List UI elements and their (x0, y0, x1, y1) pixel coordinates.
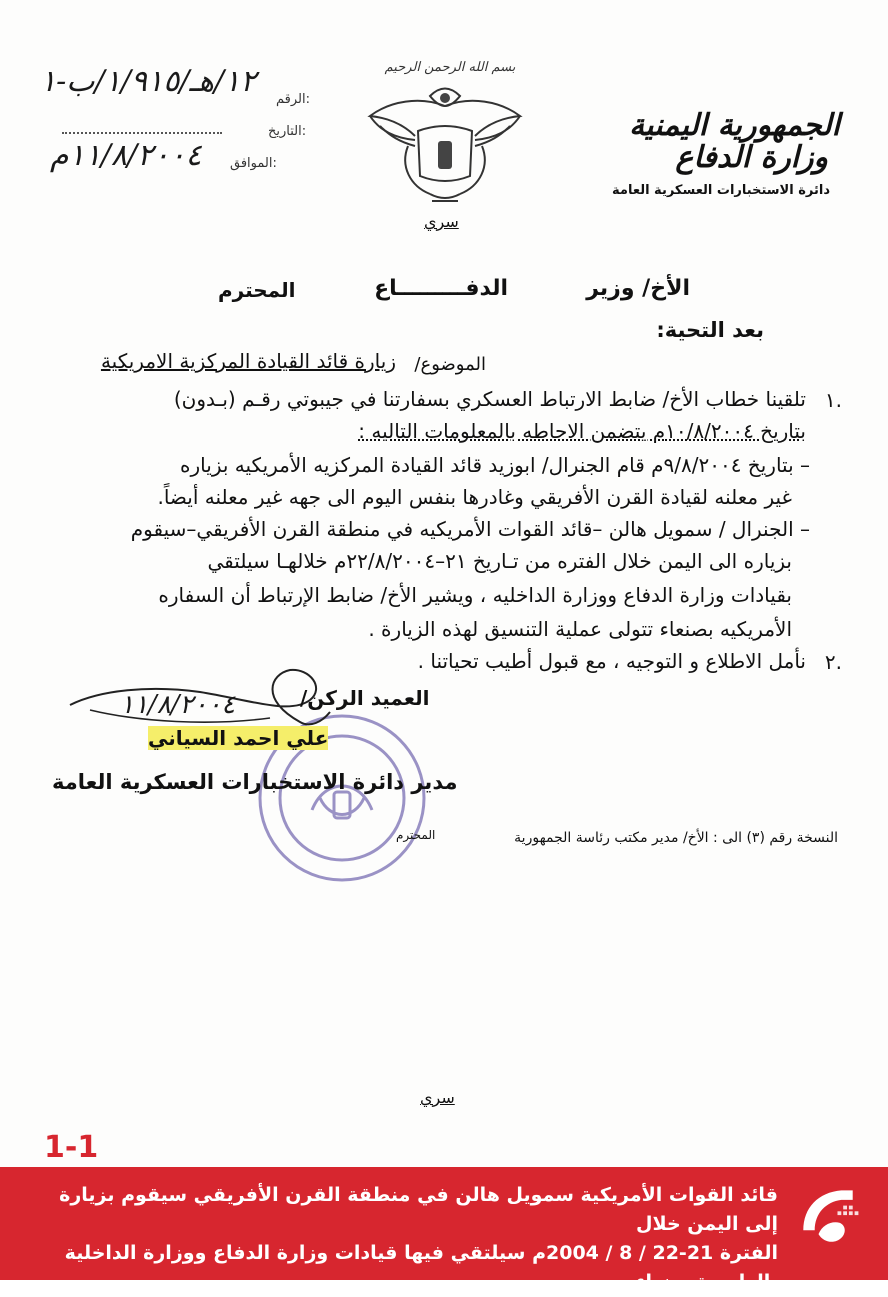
corresponding-label: الموافق: (230, 156, 277, 171)
bullet-1-line-2: غير معلنه لقيادة القرن الأفريقي وغادرها بنفس اليوم الى جهه غير معلنه أيضاً. (157, 485, 792, 509)
bullet-2-line-4: الأمريكيه بصنعاء تتولى عملية التنسيق لهذه الزيارة . (368, 617, 792, 641)
date-label: التاريخ: (268, 124, 307, 139)
copy-note: النسخة رقم (٣) الى : الأخ/ مدير مكتب رئاسة الجمهورية (514, 830, 838, 846)
subject-text: زيارة قائد القيادة المركزية الامريكية (100, 349, 396, 373)
date-dots (62, 132, 222, 134)
salutation-to: الأخ/ وزير (586, 276, 690, 301)
corresponding-value: ١١/٨/٢٠٠٤م (50, 138, 202, 173)
signature-name: علي احمد السياني (148, 726, 329, 750)
signature-position: مدير دائرة الاستخبارات العسكرية العامة (52, 770, 458, 794)
paragraph-2-number: ٢. (824, 650, 842, 674)
letterhead-republic: الجمهورية اليمنية (629, 108, 840, 143)
bullet-1-line-1: – بتاريخ ٩/٨/٢٠٠٤م قام الجنرال/ ابوزيد قائد القيادة المركزيه الأمريكيه بزياره (180, 453, 810, 477)
signature-title: العميد الركن/ (300, 686, 430, 710)
subject-label: الموضوع/ (414, 354, 486, 375)
subject-value (101, 349, 396, 373)
bullet-2-line-2: بزياره الى اليمن خلال الفتره من تـاريخ ٢١–٢٢/٨/٢٠٠٤م خلالهـا سيلتقي (207, 549, 792, 573)
basmala: بسم الله الرحمن الرحيم (384, 60, 516, 75)
publisher-logo-icon (790, 1179, 866, 1255)
copy-note-respected: المحترم (396, 828, 436, 842)
letterhead-department: دائرة الاستخبارات العسكرية العامة (612, 183, 830, 198)
caption-banner (0, 1167, 888, 1293)
caption-line-1: قائد القوات الأمريكية سمويل هالن في منطقة القرن الأفريقي سيقوم بزيارة إلى اليمن خلال (59, 1184, 778, 1235)
letterhead-ministry: وزارة الدفاع (675, 140, 828, 175)
greeting: بعد التحية: (656, 318, 764, 342)
signature-date: ١١/٨/٢٠٠٤ (120, 690, 236, 720)
classification-top: سري (424, 212, 459, 231)
paragraph-2-line-1: نأمل الاطلاع و التوجيه ، مع قبول أطيب تحياتنا . (417, 649, 806, 673)
yemen-emblem-icon (360, 60, 530, 210)
salutation-respected: المحترم (218, 278, 296, 302)
caption-line-2: الفترة 21-22 / 8 / 2004م سيلتقي فيها قيادات وزارة الدفاع ووزارة الداخلية بالعاصمة صنعاء . (64, 1242, 778, 1293)
classification-bottom: سري (420, 1088, 455, 1107)
reference-number-value: ١٢/هـ/١/٩١٥/ب-١ (40, 64, 257, 99)
page-id: 1-1 (44, 1130, 99, 1165)
salutation-minister: الدفـــــــــاع (374, 276, 508, 301)
bullet-2-line-3: بقيادات وزارة الدفاع ووزارة الداخليه ، ويشير الأخ/ ضابط الإرتباط أن السفاره (158, 583, 792, 607)
reference-number-label: الرقم: (276, 92, 311, 107)
paragraph-1-line-1: تلقينا خطاب الأخ/ ضابط الارتباط العسكري بسفارتنا في جيبوتي رقـم (بـدون) (173, 387, 806, 411)
bullet-2-line-1: – الجنرال / سمويل هالن –قائد القوات الأمريكيه في منطقة القرن الأفريقي–سيقوم (130, 517, 810, 541)
paragraph-1-line-2: بتاريخ ١٠/٨/٢٠٠٤م يتضمن الاحاطه بالمعلومات التاليه : (358, 419, 806, 443)
paragraph-1-number: ١. (824, 388, 842, 412)
